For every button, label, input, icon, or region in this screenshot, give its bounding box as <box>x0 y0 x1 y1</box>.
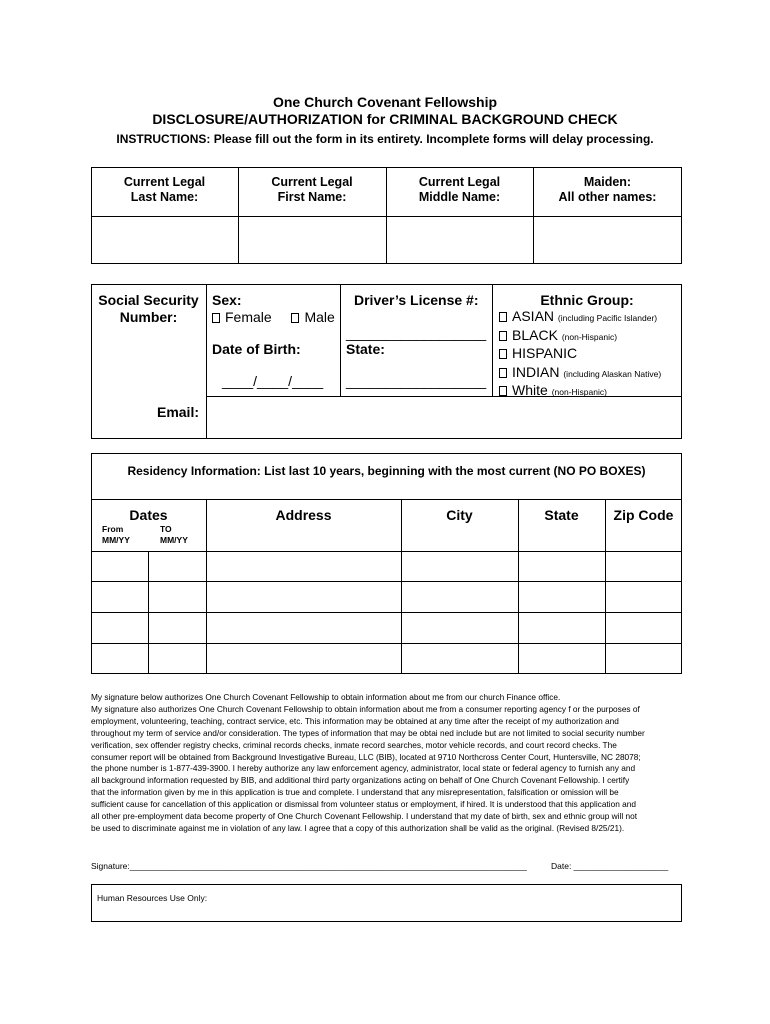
ethnic-option-indian[interactable]: INDIAN (including Alaskan Native) <box>499 364 661 383</box>
residency-row[interactable] <box>93 583 680 611</box>
signature-field[interactable]: Signature:____________________________________________________________________________________ <box>91 861 527 871</box>
drivers-license-field[interactable]: __________________ <box>346 325 487 341</box>
checkbox-icon <box>499 349 507 359</box>
checkbox-icon <box>499 386 507 396</box>
dob-field[interactable]: ____/____/____ <box>222 373 324 389</box>
divider <box>91 551 682 552</box>
state-header: State <box>544 507 579 523</box>
dob-label: Date of Birth: <box>212 341 301 357</box>
checkbox-icon <box>212 313 220 323</box>
ssn-field[interactable] <box>93 330 204 394</box>
instructions: INSTRUCTIONS: Please fill out the form in its entirety. Incomplete forms will delay processing. <box>116 132 654 146</box>
ethnic-option-white[interactable]: White (non-Hispanic) <box>499 382 661 401</box>
address-header: Address <box>275 507 332 523</box>
first-name-field[interactable] <box>240 218 385 262</box>
email-label: Email: <box>156 404 199 420</box>
middle-name-field[interactable] <box>388 218 532 262</box>
date-field[interactable]: Date: ____________________ <box>551 861 669 871</box>
checkbox-icon <box>499 331 507 341</box>
ethnic-group-label: Ethnic Group: <box>540 292 634 308</box>
dates-header: Dates <box>129 507 168 523</box>
residency-row[interactable] <box>93 614 680 642</box>
divider <box>340 284 341 396</box>
maiden-name-field[interactable] <box>535 218 680 262</box>
state-field[interactable]: __________________ <box>346 373 487 389</box>
ethnic-group-options <box>499 308 661 401</box>
drivers-license-label: Driver’s License #: <box>354 292 479 308</box>
divider <box>91 612 682 613</box>
checkbox-icon <box>499 368 507 378</box>
last-name-field[interactable] <box>93 218 237 262</box>
first-name-label: Current Legal First Name: <box>271 175 353 204</box>
residency-heading: Residency Information: List last 10 years, beginning with the most current (NO PO BOXES) <box>127 464 646 478</box>
hr-use-label: Human Resources Use Only: <box>97 893 208 903</box>
zip-header: Zip Code <box>613 507 674 523</box>
authorization-text: My signature below authorizes One Church Covenant Fellowship to obtain information about me from our church Finance office. My signature also authorizes One Church Covenant Fellowship to obtain information about me from a consumer reporting agency f or the purposes of employment, volunteering, teaching, contract service, etc. This information may be obtained at any time after the receipt of my authorization and throughout my term of service and/or consideration. The types of information that may be obtai ned include but are not limited to social security number verification, sex offender registry checks, criminal records checks, inmate record searches, motor vehicle records, and court record checks. The consumer report will be obtained from Background Investigative Bureau, LLC (BIB), located at 9710 Northcross Center Court, Huntersville, NC 28078; the phone number is 1-877-439-3900. I hereby authorize any law enforcement agency, administrator, local state or federal agency to furnish any and all background information requested by BIB, and additional third party organizations acting on behalf of One Church Covenant Fellowship. I certify that the information given by me in this application is true and complete. I understand that any misrepresentation, falsification or omission will be sufficient cause for cancellation of this application or dismissal from volunteer status or employment, if hired. It is understood that this application and all other pre-employment data become property of One Church Covenant Fellowship. I understand that my date of birth, sex and ethnic group will not be used to discriminate against me in violation of any law. I agree that a copy of this authorization shall be valid as the original. (Revised 8/25/21). <box>91 692 645 833</box>
male-checkbox[interactable]: Male <box>291 309 334 325</box>
ethnic-option-black[interactable]: BLACK (non-Hispanic) <box>499 327 661 346</box>
checkbox-icon <box>499 312 507 322</box>
ethnic-option-hispanic[interactable]: HISPANIC <box>499 345 661 364</box>
divider <box>91 581 682 582</box>
to-header: TO MM/YY <box>160 524 188 545</box>
hr-use-box <box>91 884 682 922</box>
residency-row[interactable] <box>93 645 680 672</box>
divider <box>91 643 682 644</box>
city-header: City <box>446 507 473 523</box>
org-name: One Church Covenant Fellowship <box>272 94 498 110</box>
form-title: DISCLOSURE/AUTHORIZATION for CRIMINAL BACKGROUND CHECK <box>152 111 618 127</box>
from-header: From MM/YY <box>102 524 130 545</box>
ssn-label: Social Security Number: <box>98 292 199 325</box>
sex-options <box>212 309 335 325</box>
checkbox-icon <box>291 313 299 323</box>
sex-label: Sex: <box>212 292 242 308</box>
email-field[interactable] <box>208 398 680 437</box>
middle-name-label: Current Legal Middle Name: <box>418 175 501 204</box>
ethnic-option-asian[interactable]: ASIAN (including Pacific Islander) <box>499 308 661 327</box>
state-label: State: <box>346 341 385 357</box>
female-checkbox[interactable]: Female <box>212 309 272 325</box>
divider <box>206 284 207 439</box>
divider <box>91 499 682 500</box>
residency-row[interactable] <box>93 553 680 580</box>
last-name-label: Current Legal Last Name: <box>123 175 206 204</box>
maiden-name-label: Maiden: All other names: <box>558 175 657 204</box>
